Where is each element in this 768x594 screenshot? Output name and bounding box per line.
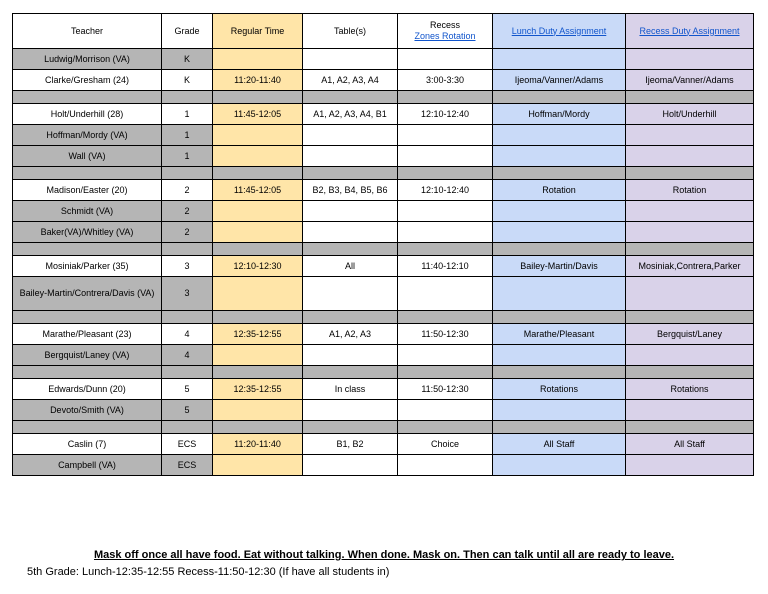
recess-cell <box>398 345 493 366</box>
teacher-cell: Caslin (7) <box>13 434 162 455</box>
separator-row <box>13 421 754 434</box>
tables-cell: A1, A2, A3, A4 <box>303 70 398 91</box>
zones-rotation-link[interactable]: Zones Rotation <box>414 31 476 41</box>
teacher-cell: Hoffman/Mordy (VA) <box>13 125 162 146</box>
teacher-cell: Marathe/Pleasant (23) <box>13 324 162 345</box>
table-row <box>13 146 754 167</box>
separator-cell <box>162 311 213 324</box>
separator-cell <box>398 167 493 180</box>
separator-cell <box>303 91 398 104</box>
header-row <box>13 14 754 49</box>
regular-time-cell <box>213 455 303 476</box>
table-row <box>13 345 754 366</box>
lunch-duty-cell <box>493 277 626 311</box>
separator-cell <box>162 167 213 180</box>
recess-cell: Choice <box>398 434 493 455</box>
regular-time-cell: 11:45-12:05 <box>213 180 303 201</box>
grade-cell: 2 <box>162 201 213 222</box>
grade-cell: 2 <box>162 222 213 243</box>
recess-cell: 12:10-12:40 <box>398 104 493 125</box>
recess-cell <box>398 146 493 167</box>
table-row <box>13 222 754 243</box>
tables-cell: B1, B2 <box>303 434 398 455</box>
recess-duty-cell: Bergquist/Laney <box>626 324 754 345</box>
table-row <box>13 125 754 146</box>
fifth-grade-footnote: 5th Grade: Lunch-12:35-12:55 Recess-11:50-12:30 (If have all students in) <box>27 566 390 578</box>
separator-cell <box>13 243 162 256</box>
lunch-duty-cell <box>493 201 626 222</box>
header-recess <box>398 14 493 49</box>
separator-cell <box>303 167 398 180</box>
header-lunch-duty <box>493 14 626 49</box>
teacher-cell: Ludwig/Morrison (VA) <box>13 49 162 70</box>
separator-cell <box>303 311 398 324</box>
separator-cell <box>493 167 626 180</box>
recess-cell: 11:50-12:30 <box>398 379 493 400</box>
tables-cell: A1, A2, A3, A4, B1 <box>303 104 398 125</box>
mask-instructions-note: Mask off once all have food. Eat without talking. When done. Mask on. Then can talk until all are ready to leave. <box>93 549 675 561</box>
tables-cell <box>303 345 398 366</box>
table-row <box>13 455 754 476</box>
separator-cell <box>303 243 398 256</box>
recess-duty-cell <box>626 277 754 311</box>
separator-cell <box>398 91 493 104</box>
lunch-duty-cell <box>493 146 626 167</box>
tables-cell <box>303 222 398 243</box>
table-row <box>13 434 754 455</box>
separator-row <box>13 91 754 104</box>
separator-cell <box>13 421 162 434</box>
teacher-cell: Holt/Underhill (28) <box>13 104 162 125</box>
separator-cell <box>13 91 162 104</box>
regular-time-cell <box>213 400 303 421</box>
teacher-cell: Clarke/Gresham (24) <box>13 70 162 91</box>
header-regular-time: Regular Time <box>213 14 303 49</box>
teacher-cell: Edwards/Dunn (20) <box>13 379 162 400</box>
separator-cell <box>213 311 303 324</box>
teacher-cell: Mosiniak/Parker (35) <box>13 256 162 277</box>
grade-cell: 3 <box>162 277 213 311</box>
recess-duty-cell <box>626 49 754 70</box>
teacher-cell: Devoto/Smith (VA) <box>13 400 162 421</box>
recess-duty-cell <box>626 400 754 421</box>
grade-cell: 5 <box>162 400 213 421</box>
separator-cell <box>493 91 626 104</box>
separator-cell <box>626 91 754 104</box>
separator-cell <box>493 421 626 434</box>
separator-row <box>13 243 754 256</box>
lunch-duty-cell <box>493 222 626 243</box>
lunch-duty-cell: Rotation <box>493 180 626 201</box>
tables-cell <box>303 400 398 421</box>
separator-cell <box>398 421 493 434</box>
table-row <box>13 400 754 421</box>
separator-cell <box>626 366 754 379</box>
lunch-duty-cell: All Staff <box>493 434 626 455</box>
regular-time-cell: 11:20-11:40 <box>213 434 303 455</box>
lunch-duty-cell: Bailey-Martin/Davis <box>493 256 626 277</box>
separator-cell <box>493 311 626 324</box>
grade-cell: 5 <box>162 379 213 400</box>
separator-cell <box>626 311 754 324</box>
table-row <box>13 180 754 201</box>
lunch-duty-cell: Rotations <box>493 379 626 400</box>
tables-cell <box>303 277 398 311</box>
recess-cell <box>398 277 493 311</box>
lunch-duty-cell: Marathe/Pleasant <box>493 324 626 345</box>
tables-cell <box>303 455 398 476</box>
grade-cell: 1 <box>162 146 213 167</box>
recess-duty-cell: Mosiniak,Contrera,Parker <box>626 256 754 277</box>
separator-cell <box>493 366 626 379</box>
lunch-duty-assignment-link[interactable]: Lunch Duty Assignment <box>511 25 607 36</box>
table-row <box>13 324 754 345</box>
recess-duty-cell <box>626 146 754 167</box>
table-row <box>13 49 754 70</box>
separator-row <box>13 366 754 379</box>
tables-cell <box>303 49 398 70</box>
recess-duty-cell <box>626 345 754 366</box>
tables-cell: In class <box>303 379 398 400</box>
lunch-duty-cell: Ijeoma/Vanner/Adams <box>493 70 626 91</box>
table-row <box>13 201 754 222</box>
separator-cell <box>162 91 213 104</box>
grade-cell: K <box>162 70 213 91</box>
lunch-duty-cell <box>493 345 626 366</box>
regular-time-cell <box>213 345 303 366</box>
grade-cell: K <box>162 49 213 70</box>
recess-duty-cell: Rotations <box>626 379 754 400</box>
table-row <box>13 277 754 311</box>
regular-time-cell: 12:35-12:55 <box>213 324 303 345</box>
header-grade: Grade <box>162 14 213 49</box>
teacher-cell: Campbell (VA) <box>13 455 162 476</box>
regular-time-cell: 11:45-12:05 <box>213 104 303 125</box>
table-row <box>13 104 754 125</box>
regular-time-cell <box>213 277 303 311</box>
separator-cell <box>213 366 303 379</box>
separator-cell <box>213 421 303 434</box>
recess-duty-cell <box>626 201 754 222</box>
lunch-duty-cell <box>493 49 626 70</box>
separator-cell <box>398 243 493 256</box>
grade-cell: 4 <box>162 345 213 366</box>
regular-time-cell <box>213 125 303 146</box>
separator-cell <box>162 243 213 256</box>
tables-cell <box>303 146 398 167</box>
separator-cell <box>213 243 303 256</box>
tables-cell: B2, B3, B4, B5, B6 <box>303 180 398 201</box>
teacher-cell: Schmidt (VA) <box>13 201 162 222</box>
teacher-cell: Bailey-Martin/Contrera/Davis (VA) <box>13 277 162 311</box>
separator-cell <box>626 243 754 256</box>
separator-cell <box>13 366 162 379</box>
table-row <box>13 379 754 400</box>
regular-time-cell: 11:20-11:40 <box>213 70 303 91</box>
recess-duty-cell: All Staff <box>626 434 754 455</box>
recess-duty-cell: Holt/Underhill <box>626 104 754 125</box>
table-row <box>13 256 754 277</box>
lunch-duty-cell: Hoffman/Mordy <box>493 104 626 125</box>
recess-cell <box>398 201 493 222</box>
tables-cell <box>303 201 398 222</box>
separator-cell <box>398 366 493 379</box>
separator-cell <box>162 366 213 379</box>
lunch-duty-cell <box>493 125 626 146</box>
teacher-cell: Wall (VA) <box>13 146 162 167</box>
grade-cell: 2 <box>162 180 213 201</box>
teacher-cell: Baker(VA)/Whitley (VA) <box>13 222 162 243</box>
recess-cell <box>398 400 493 421</box>
recess-duty-cell <box>626 455 754 476</box>
separator-cell <box>13 311 162 324</box>
recess-cell: 12:10-12:40 <box>398 180 493 201</box>
grade-cell: 1 <box>162 104 213 125</box>
tables-cell: All <box>303 256 398 277</box>
separator-cell <box>303 366 398 379</box>
recess-duty-cell <box>626 222 754 243</box>
separator-row <box>13 311 754 324</box>
separator-cell <box>493 243 626 256</box>
grade-cell: 3 <box>162 256 213 277</box>
recess-cell <box>398 222 493 243</box>
separator-cell <box>162 421 213 434</box>
separator-cell <box>13 167 162 180</box>
grade-cell: ECS <box>162 455 213 476</box>
regular-time-cell <box>213 49 303 70</box>
tables-cell: A1, A2, A3 <box>303 324 398 345</box>
header-teacher: Teacher <box>13 14 162 49</box>
grade-cell: ECS <box>162 434 213 455</box>
regular-time-cell <box>213 201 303 222</box>
separator-cell <box>213 167 303 180</box>
separator-cell <box>213 91 303 104</box>
grade-cell: 1 <box>162 125 213 146</box>
table-row <box>13 70 754 91</box>
header-recess-label: Recess <box>429 20 460 30</box>
separator-cell <box>398 311 493 324</box>
recess-duty-assignment-link[interactable]: Recess Duty Assignment <box>639 25 740 36</box>
recess-cell <box>398 125 493 146</box>
grade-cell: 4 <box>162 324 213 345</box>
header-recess-duty <box>626 14 754 49</box>
teacher-cell: Madison/Easter (20) <box>13 180 162 201</box>
recess-duty-cell: Rotation <box>626 180 754 201</box>
regular-time-cell: 12:35-12:55 <box>213 379 303 400</box>
recess-cell <box>398 455 493 476</box>
separator-cell <box>626 421 754 434</box>
lunch-duty-cell <box>493 455 626 476</box>
separator-row <box>13 167 754 180</box>
separator-cell <box>303 421 398 434</box>
recess-cell <box>398 49 493 70</box>
regular-time-cell <box>213 146 303 167</box>
lunch-recess-schedule-table <box>12 13 754 476</box>
recess-cell: 11:50-12:30 <box>398 324 493 345</box>
recess-duty-cell: Ijeoma/Vanner/Adams <box>626 70 754 91</box>
teacher-cell: Bergquist/Laney (VA) <box>13 345 162 366</box>
recess-cell: 3:00-3:30 <box>398 70 493 91</box>
tables-cell <box>303 125 398 146</box>
header-tables: Table(s) <box>303 14 398 49</box>
regular-time-cell <box>213 222 303 243</box>
recess-duty-cell <box>626 125 754 146</box>
separator-cell <box>626 167 754 180</box>
lunch-duty-cell <box>493 400 626 421</box>
recess-cell: 11:40-12:10 <box>398 256 493 277</box>
regular-time-cell: 12:10-12:30 <box>213 256 303 277</box>
